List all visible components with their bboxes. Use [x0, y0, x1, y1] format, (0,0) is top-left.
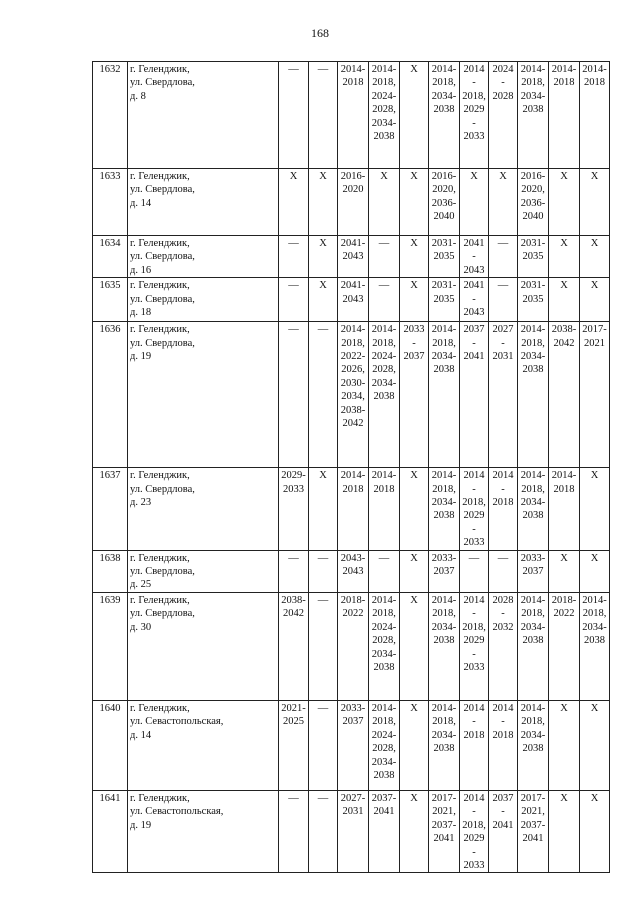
address-line: ул. Севастопольская, — [130, 716, 224, 728]
period-cell: X — [580, 468, 610, 550]
address-line: г. Геленджик, — [130, 594, 190, 606]
period-cell: 2017- 2021, 2037- 2041 — [518, 790, 549, 872]
period-cell: 2014- 2018, 2034- 2038 — [518, 592, 549, 700]
period-cell: 2014- 2018 — [489, 700, 518, 790]
period-cell: 2037- 2041 — [489, 790, 518, 872]
period-cell: X — [580, 550, 610, 592]
period-cell: — — [309, 62, 338, 169]
table-row — [93, 62, 610, 169]
period-cell: X — [549, 550, 580, 592]
period-cell: 2038- 2042 — [279, 592, 309, 700]
table-row — [93, 468, 610, 550]
address-line: ул. Свердлова, — [130, 77, 195, 89]
address-cell — [128, 236, 279, 278]
address-line: ул. Свердлова, — [130, 608, 195, 620]
period-cell: 2018- 2022 — [338, 592, 369, 700]
address-line: ул. Севастопольская, — [130, 806, 224, 818]
period-cell: 2038- 2042 — [549, 322, 580, 468]
period-cell: — — [309, 700, 338, 790]
row-number: 1636 — [93, 322, 128, 468]
address-line: ул. Свердлова, — [130, 251, 195, 263]
address-cell — [128, 700, 279, 790]
period-cell: — — [309, 592, 338, 700]
period-cell: X — [580, 278, 610, 322]
period-cell: 2031- 2035 — [518, 236, 549, 278]
period-cell: 2014- 2018, 2029- 2033 — [460, 592, 489, 700]
period-cell: 2014- 2018, 2034- 2038 — [518, 700, 549, 790]
period-cell: 2014- 2018, 2034- 2038 — [518, 62, 549, 169]
period-cell: 2033- 2037 — [518, 550, 549, 592]
table-row — [93, 236, 610, 278]
address-line: г. Геленджик, — [130, 552, 190, 564]
period-cell: X — [400, 169, 429, 236]
period-cell: X — [400, 592, 429, 700]
address-cell — [128, 790, 279, 872]
row-number: 1635 — [93, 278, 128, 322]
table-body — [93, 62, 610, 873]
period-cell: 2033- 2037 — [338, 700, 369, 790]
address-line: г. Геленджик, — [130, 324, 190, 336]
period-cell: 2014- 2018 — [338, 468, 369, 550]
period-cell: 2014- 2018, 2029- 2033 — [460, 790, 489, 872]
address-cell — [128, 322, 279, 468]
period-cell: — — [279, 790, 309, 872]
period-cell: 2014- 2018 — [580, 62, 610, 169]
period-cell: — — [460, 550, 489, 592]
address-line: ул. Свердлова, — [130, 293, 195, 305]
period-cell: 2014- 2018, 2034- 2038 — [518, 468, 549, 550]
period-cell: 2029- 2033 — [279, 468, 309, 550]
period-cell: 2041- 2043 — [460, 236, 489, 278]
table-row — [93, 550, 610, 592]
period-cell: 2014- 2018, 2029- 2033 — [460, 468, 489, 550]
period-cell: 2027- 2031 — [489, 322, 518, 468]
period-cell: X — [400, 236, 429, 278]
period-cell: 2014- 2018, 2024- 2028, 2034- 2038 — [369, 322, 400, 468]
period-cell: 2014- 2018, 2024- 2028, 2034- 2038 — [369, 62, 400, 169]
period-cell: — — [369, 236, 400, 278]
address-cell — [128, 468, 279, 550]
period-cell: 2014- 2018 — [369, 468, 400, 550]
period-cell: X — [309, 468, 338, 550]
period-cell: X — [549, 790, 580, 872]
period-cell: 2014- 2018, 2034- 2038 — [580, 592, 610, 700]
period-cell: 2014- 2018, 2034- 2038 — [518, 322, 549, 468]
period-cell: 2041- 2043 — [460, 278, 489, 322]
period-cell: — — [279, 550, 309, 592]
period-cell: X — [309, 278, 338, 322]
period-cell: 2014- 2018, 2034- 2038 — [429, 468, 460, 550]
period-cell: 2014- 2018, 2034- 2038 — [429, 322, 460, 468]
row-number: 1637 — [93, 468, 128, 550]
row-number: 1632 — [93, 62, 128, 169]
period-cell: 2014- 2018, 2034- 2038 — [429, 62, 460, 169]
period-cell: — — [279, 322, 309, 468]
period-cell: — — [489, 278, 518, 322]
period-cell: 2014- 2018 — [338, 62, 369, 169]
period-cell: X — [580, 236, 610, 278]
address-line: д. 14 — [130, 197, 152, 209]
period-cell: 2031- 2035 — [429, 278, 460, 322]
period-cell: X — [580, 790, 610, 872]
row-number: 1639 — [93, 592, 128, 700]
period-cell: X — [400, 468, 429, 550]
period-cell: 2014- 2018 — [549, 62, 580, 169]
period-cell: X — [549, 700, 580, 790]
address-line: г. Геленджик, — [130, 702, 190, 714]
row-number: 1638 — [93, 550, 128, 592]
period-cell: 2014- 2018, 2024- 2028, 2034- 2038 — [369, 700, 400, 790]
address-line: д. 19 — [130, 819, 152, 831]
period-cell: X — [489, 169, 518, 236]
address-line: д. 25 — [130, 579, 152, 591]
table-row — [93, 322, 610, 468]
period-cell: 2041- 2043 — [338, 278, 369, 322]
address-cell — [128, 62, 279, 169]
address-line: ул. Свердлова, — [130, 483, 195, 495]
period-cell: 2016- 2020 — [338, 169, 369, 236]
period-cell: 2031- 2035 — [429, 236, 460, 278]
address-line: ул. Свердлова, — [130, 337, 195, 349]
period-cell: 2014- 2018 — [460, 700, 489, 790]
period-cell: — — [309, 322, 338, 468]
period-cell: 2031- 2035 — [518, 278, 549, 322]
period-cell: 2043- 2043 — [338, 550, 369, 592]
period-cell: 2021- 2025 — [279, 700, 309, 790]
period-cell: 2016- 2020, 2036- 2040 — [518, 169, 549, 236]
period-cell: X — [400, 700, 429, 790]
period-cell: 2027- 2031 — [338, 790, 369, 872]
period-cell: X — [580, 169, 610, 236]
period-cell: 2014- 2018 — [549, 468, 580, 550]
address-cell — [128, 550, 279, 592]
address-line: г. Геленджик, — [130, 470, 190, 482]
table-row — [93, 592, 610, 700]
period-cell: 2014- 2018, 2029- 2033 — [460, 62, 489, 169]
period-cell: X — [460, 169, 489, 236]
address-line: г. Геленджик, — [130, 280, 190, 292]
period-cell: — — [369, 550, 400, 592]
period-cell: 2037- 2041 — [369, 790, 400, 872]
address-cell — [128, 592, 279, 700]
period-cell: 2018- 2022 — [549, 592, 580, 700]
period-cell: 2033- 2037 — [400, 322, 429, 468]
period-cell: — — [309, 550, 338, 592]
period-cell: X — [309, 236, 338, 278]
page-number: 168 — [311, 26, 329, 40]
period-cell: 2041- 2043 — [338, 236, 369, 278]
period-cell: 2014- 2018, 2024- 2028, 2034- 2038 — [369, 592, 400, 700]
row-number: 1641 — [93, 790, 128, 872]
period-cell: — — [489, 550, 518, 592]
row-number: 1634 — [93, 236, 128, 278]
address-line: д. 14 — [130, 729, 152, 741]
period-cell: — — [279, 236, 309, 278]
address-line: г. Геленджик, — [130, 64, 190, 75]
period-cell: — — [369, 278, 400, 322]
period-cell: X — [400, 550, 429, 592]
address-line: д. 23 — [130, 497, 152, 509]
period-cell: X — [400, 62, 429, 169]
address-line: д. 8 — [130, 90, 146, 102]
period-cell: 2037- 2041 — [460, 322, 489, 468]
address-cell — [128, 278, 279, 322]
period-cell: 2014- 2018, 2034- 2038 — [429, 700, 460, 790]
address-line: д. 30 — [130, 621, 152, 633]
period-cell: X — [400, 790, 429, 872]
period-cell: — — [279, 278, 309, 322]
period-cell: — — [489, 236, 518, 278]
address-line: д. 16 — [130, 264, 152, 276]
address-cell — [128, 169, 279, 236]
period-cell: 2028- 2032 — [489, 592, 518, 700]
period-cell: X — [549, 278, 580, 322]
period-cell: 2014- 2018, 2034- 2038 — [429, 592, 460, 700]
period-cell: 2024- 2028 — [489, 62, 518, 169]
period-cell: 2017- 2021, 2037- 2041 — [429, 790, 460, 872]
table-row — [93, 169, 610, 236]
address-line: г. Геленджик, — [130, 171, 190, 182]
table-row — [93, 278, 610, 322]
row-number: 1640 — [93, 700, 128, 790]
period-cell: 2016- 2020, 2036- 2040 — [429, 169, 460, 236]
address-line: г. Геленджик, — [130, 792, 190, 804]
period-cell: X — [549, 236, 580, 278]
period-cell: X — [309, 169, 338, 236]
address-line: д. 18 — [130, 307, 152, 319]
repair-schedule-table — [92, 61, 610, 873]
address-line: г. Геленджик, — [130, 238, 190, 249]
period-cell: — — [309, 790, 338, 872]
period-cell: X — [369, 169, 400, 236]
table-row — [93, 700, 610, 790]
period-cell: 2017- 2021 — [580, 322, 610, 468]
period-cell: 2033- 2037 — [429, 550, 460, 592]
period-cell: 2014- 2018, 2022- 2026, 2030- 2034, 2038- 2042 — [338, 322, 369, 468]
period-cell: — — [279, 62, 309, 169]
table-row — [93, 790, 610, 872]
period-cell: X — [279, 169, 309, 236]
period-cell: X — [400, 278, 429, 322]
address-line: ул. Свердлова, — [130, 566, 195, 578]
period-cell: X — [549, 169, 580, 236]
period-cell: X — [580, 700, 610, 790]
row-number: 1633 — [93, 169, 128, 236]
address-line: д. 19 — [130, 351, 152, 363]
address-line: ул. Свердлова, — [130, 184, 195, 196]
period-cell: 2014- 2018 — [489, 468, 518, 550]
